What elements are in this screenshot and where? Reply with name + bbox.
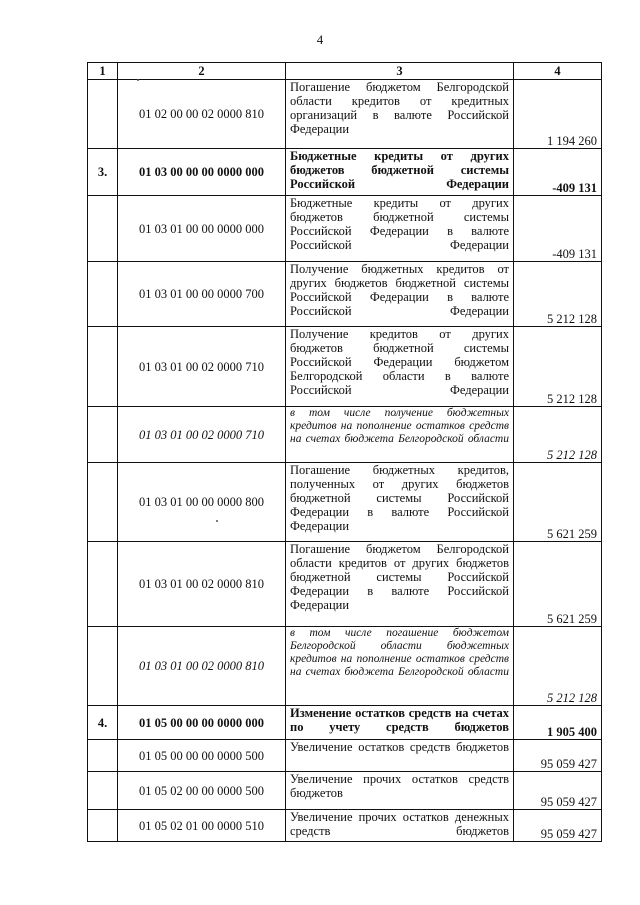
row-amount: 1 905 400 bbox=[514, 706, 602, 740]
budget-code: 01 05 00 00 00 0000 000 bbox=[118, 706, 286, 740]
row-number bbox=[88, 740, 118, 772]
row-description: Получение кредитов от других бюджетов бюджетной системы Российской Федерации бюджетом Белгородской области в валюте Российской Федерации bbox=[286, 327, 514, 407]
row-number: 3. bbox=[88, 149, 118, 196]
table-row bbox=[88, 627, 602, 706]
table-row bbox=[88, 149, 602, 196]
row-description: Погашение бюджетом Белгородской области кредитов от кредитных организаций в валюте Российской Федерации bbox=[286, 80, 514, 149]
scan-speck bbox=[216, 520, 218, 522]
row-number bbox=[88, 407, 118, 463]
table-row bbox=[88, 810, 602, 842]
row-description: Бюджетные кредиты от других бюджетов бюджетной системы Российской Федерации bbox=[286, 149, 514, 196]
budget-code: 01 05 02 01 00 0000 510 bbox=[118, 810, 286, 842]
budget-code: 01 03 01 00 02 0000 710 bbox=[118, 407, 286, 463]
row-number bbox=[88, 810, 118, 842]
row-number bbox=[88, 463, 118, 542]
table-row bbox=[88, 542, 602, 627]
row-description: Увеличение прочих остатков средств бюджетов bbox=[286, 772, 514, 810]
row-amount: 95 059 427 bbox=[514, 810, 602, 842]
table-row bbox=[88, 196, 602, 262]
table-row bbox=[88, 407, 602, 463]
budget-code: 01 05 00 00 00 0000 500 bbox=[118, 740, 286, 772]
header-col-1: 1 bbox=[88, 63, 118, 80]
row-amount: -409 131 bbox=[514, 196, 602, 262]
row-amount: -409 131 bbox=[514, 149, 602, 196]
row-amount: 5 212 128 bbox=[514, 262, 602, 327]
row-description: Изменение остатков средств на счетах по учету средств бюджетов bbox=[286, 706, 514, 740]
budget-sources-table bbox=[87, 62, 602, 842]
row-number bbox=[88, 542, 118, 627]
budget-code: 01 03 01 00 02 0000 810 bbox=[118, 627, 286, 706]
header-col-2: 2 bbox=[118, 63, 286, 80]
row-description: Погашение бюджетных кредитов, полученных от других бюджетов бюджетной системы Российской Федерации в валюте Российской Федерации bbox=[286, 463, 514, 542]
table-row bbox=[88, 80, 602, 149]
row-description: в том числе погашение бюджетом Белгородской области бюджетных кредитов на пополнение остатков средств на счетах бюджета Белгородской области bbox=[286, 627, 514, 706]
header-col-3: 3 bbox=[286, 63, 514, 80]
budget-code: 01 02 00 00 02 0000 810 bbox=[118, 80, 286, 149]
row-amount: 5 621 259 bbox=[514, 463, 602, 542]
row-number bbox=[88, 196, 118, 262]
row-description: Получение бюджетных кредитов от других бюджетов бюджетной системы Российской Федерации в валюте Российской Федерации bbox=[286, 262, 514, 327]
budget-code: 01 03 01 00 00 0000 000 bbox=[118, 196, 286, 262]
budget-code: 01 03 01 00 00 0000 700 bbox=[118, 262, 286, 327]
budget-code: 01 03 01 00 02 0000 810 bbox=[118, 542, 286, 627]
row-amount: 5 621 259 bbox=[514, 542, 602, 627]
row-number bbox=[88, 772, 118, 810]
row-amount: 1 194 260 bbox=[514, 80, 602, 149]
row-description: Бюджетные кредиты от других бюджетов бюджетной системы Российской Федерации в валюте Российской Федерации bbox=[286, 196, 514, 262]
row-amount: 5 212 128 bbox=[514, 327, 602, 407]
row-description: в том числе получение бюджетных кредитов на пополнение остатков средств на счетах бюджета Белгородской области bbox=[286, 407, 514, 463]
budget-code: 01 03 01 00 00 0000 800 bbox=[118, 463, 286, 542]
table-row bbox=[88, 772, 602, 810]
row-number bbox=[88, 80, 118, 149]
row-number bbox=[88, 327, 118, 407]
header-col-4: 4 bbox=[514, 63, 602, 80]
budget-code: 01 05 02 00 00 0000 500 bbox=[118, 772, 286, 810]
row-description: Погашение бюджетом Белгородской области кредитов от других бюджетов бюджетной системы Российской Федерации в валюте Российской Федерации bbox=[286, 542, 514, 627]
row-description: Увеличение остатков средств бюджетов bbox=[286, 740, 514, 772]
row-amount: 95 059 427 bbox=[514, 740, 602, 772]
row-amount: 5 212 128 bbox=[514, 627, 602, 706]
row-description: Увеличение прочих остатков денежных средств бюджетов bbox=[286, 810, 514, 842]
scan-speck bbox=[137, 79, 139, 81]
row-amount: 95 059 427 bbox=[514, 772, 602, 810]
budget-code: 01 03 00 00 00 0000 000 bbox=[118, 149, 286, 196]
page-number: 4 bbox=[316, 32, 324, 47]
row-number bbox=[88, 262, 118, 327]
row-amount: 5 212 128 bbox=[514, 407, 602, 463]
table-row bbox=[88, 463, 602, 542]
row-number bbox=[88, 627, 118, 706]
table-row bbox=[88, 262, 602, 327]
row-number: 4. bbox=[88, 706, 118, 740]
table-header-row bbox=[88, 63, 602, 80]
table-row bbox=[88, 706, 602, 740]
budget-code: 01 03 01 00 02 0000 710 bbox=[118, 327, 286, 407]
table-row bbox=[88, 740, 602, 772]
table-row bbox=[88, 327, 602, 407]
